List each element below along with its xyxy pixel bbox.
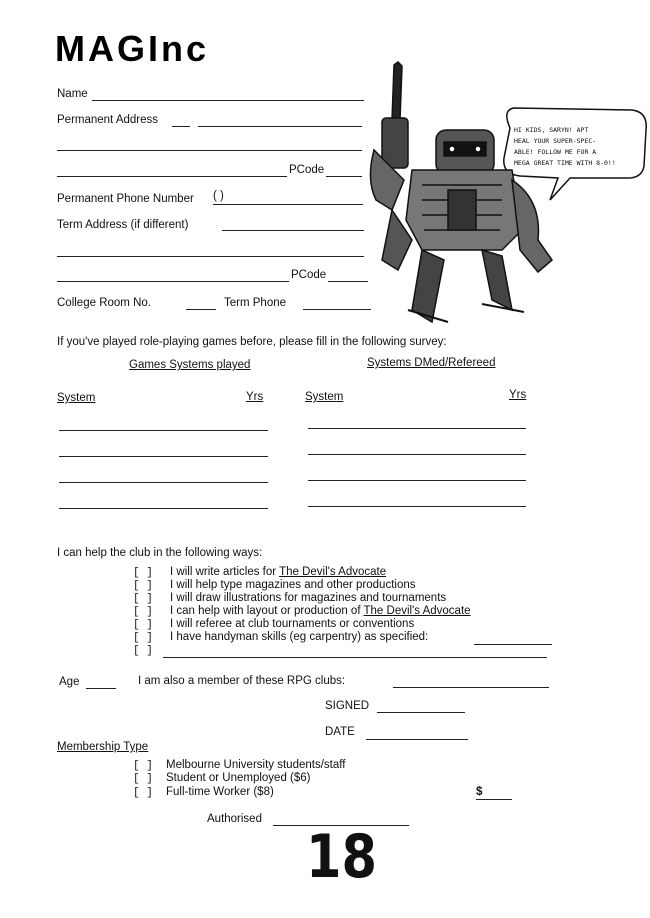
membership-option-2: [ ] Student or Unemployed ($6) <box>133 772 311 785</box>
term-address-field-2[interactable] <box>57 256 364 257</box>
age-label: Age <box>59 676 80 688</box>
room-label: College Room No. <box>57 297 151 309</box>
name-label: Name <box>57 88 88 100</box>
help-item-3: [ ] I will draw illustrations for magazines and tournaments <box>133 592 447 605</box>
left-survey-row[interactable] <box>59 456 268 457</box>
age-field[interactable] <box>86 688 116 689</box>
membership-option-3: [ ] Full-time Worker ($8) <box>133 786 274 799</box>
devils-advocate-title: The Devil's Advocate <box>279 566 387 578</box>
term-address-label: Term Address (if different) <box>57 219 189 231</box>
clubs-field[interactable] <box>393 687 549 688</box>
devils-advocate-title: The Devil's Advocate <box>363 605 471 617</box>
address-field-3[interactable] <box>57 176 287 177</box>
right-survey-row[interactable] <box>308 506 526 507</box>
help-item-4: [ ] I can help with layout or production of The Devil's Advocate <box>133 605 471 618</box>
date-label: DATE <box>325 726 355 738</box>
amount-field[interactable] <box>476 799 512 800</box>
right-survey-row[interactable] <box>308 428 526 429</box>
clubs-label: I am also a member of these RPG clubs: <box>138 675 346 687</box>
checkbox[interactable]: [ ] <box>133 632 153 644</box>
signed-label: SIGNED <box>325 700 370 712</box>
checkbox[interactable]: [ ] <box>133 593 153 605</box>
left-survey-row[interactable] <box>59 482 268 483</box>
phone-field[interactable] <box>213 204 363 205</box>
right-survey-row[interactable] <box>308 454 526 455</box>
robot-illustration <box>352 60 650 330</box>
checkbox[interactable]: [ ] <box>133 567 153 579</box>
address-label: Permanent Address <box>57 114 159 126</box>
bubble-line-2: HEAL YOUR SUPER-SPEC- <box>514 137 597 145</box>
dollar-label: $ <box>476 786 483 798</box>
robot-figure <box>370 62 552 322</box>
address-field-b[interactable] <box>198 126 362 127</box>
checkbox[interactable]: [ ] <box>133 606 153 618</box>
date-field[interactable] <box>366 739 468 740</box>
room-field[interactable] <box>186 309 216 310</box>
survey-intro: If you've played role-playing games before, please fill in the following survey: <box>57 336 447 348</box>
left-yrs-header: Yrs <box>246 391 264 403</box>
checkbox[interactable]: [ ] <box>133 787 153 799</box>
help-item-6: [ ] I have handyman skills (eg carpentry) as specified: <box>133 631 429 644</box>
checkbox[interactable]: [ ] <box>133 760 153 772</box>
left-survey-row[interactable] <box>59 430 268 431</box>
help-item-1: [ ] I will write articles for The Devil's Advocate <box>133 566 387 579</box>
left-system-header: System <box>57 392 96 404</box>
bubble-line-3: ABLE! FOLLOW ME FOR A <box>514 148 597 156</box>
checkbox[interactable]: [ ] <box>133 619 153 631</box>
signature-field[interactable] <box>377 712 465 713</box>
handyman-field[interactable] <box>474 644 552 645</box>
address-field-2[interactable] <box>57 150 362 151</box>
checkbox[interactable]: [ ] <box>133 773 153 785</box>
checkbox[interactable]: [ ] <box>133 645 153 657</box>
membership-option-1: [ ] Melbourne University students/staff <box>133 759 346 772</box>
phone-area-code: ( ) <box>213 190 224 202</box>
checkbox[interactable]: [ ] <box>133 580 153 592</box>
membership-heading: Membership Type <box>57 741 149 753</box>
page-number: 18 <box>306 822 377 892</box>
bubble-line-4: MEGA GREAT TIME WITH 8-0!! <box>514 159 616 167</box>
help-item-2: [ ] I will help type magazines and other productions <box>133 579 416 592</box>
games-played-heading: Games Systems played <box>129 359 251 371</box>
other-help-field[interactable] <box>163 657 547 658</box>
pcode-label-1: PCode <box>289 164 325 176</box>
left-survey-row[interactable] <box>59 508 268 509</box>
term-address-field[interactable] <box>222 230 364 231</box>
help-item-7 <box>133 644 153 657</box>
systems-dmed-heading: Systems DMed/Refereed <box>367 357 496 369</box>
right-survey-row[interactable] <box>308 480 526 481</box>
bubble-line-1: HI KIDS, SARYN! APT <box>514 126 589 134</box>
address-field-a[interactable] <box>172 126 190 127</box>
help-intro: I can help the club in the following ways: <box>57 547 263 559</box>
phone-label: Permanent Phone Number <box>57 193 194 205</box>
name-field[interactable] <box>92 100 364 101</box>
authorised-label: Authorised <box>207 813 262 825</box>
right-system-header: System <box>305 391 344 403</box>
page-title: MAGInc <box>55 28 210 69</box>
term-phone-label: Term Phone <box>224 297 287 309</box>
right-yrs-header: Yrs <box>509 389 527 401</box>
pcode-label-2: PCode <box>291 269 327 281</box>
help-item-5: [ ] I will referee at club tournaments or conventions <box>133 618 415 631</box>
term-address-field-3[interactable] <box>57 281 289 282</box>
